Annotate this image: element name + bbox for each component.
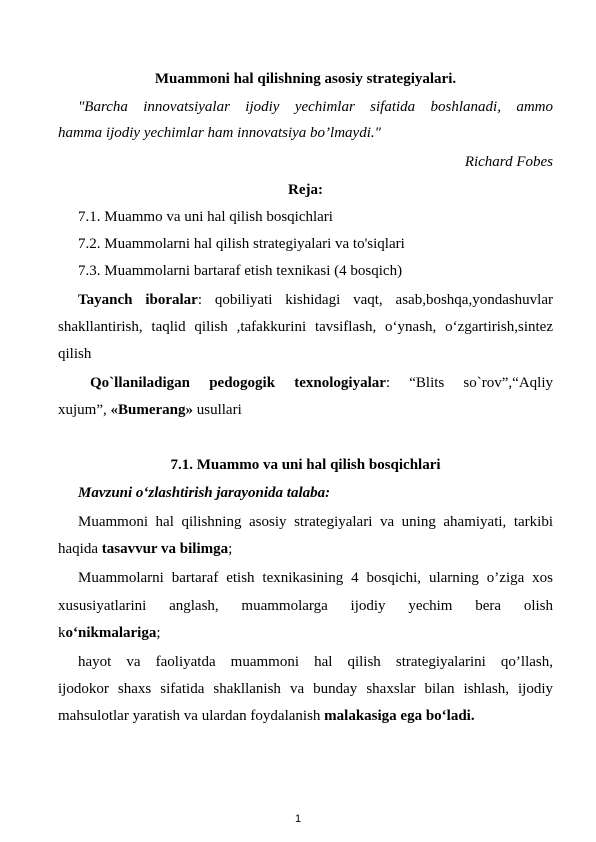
epigraph-line-2: hamma ijodiy yechimlar ham innovatsiya bo’lmaydi." [58, 125, 381, 141]
page-number: 1 [294, 813, 302, 825]
objective-2-line-3: ko‘nikmalariga; [58, 625, 161, 641]
epigraph-author: Richard Fobes [464, 154, 553, 170]
epigraph-line-1: "Barcha innovatsiyalar ijodiy yechimlar sifatida boshlanadi, ammo [78, 99, 553, 115]
objective-1-line-2: haqida tasavvur va bilimga; [58, 541, 233, 557]
technologies-line-1: Qo`llaniladigan pedogogik texnologiyalar: “Blits so`rov”,“Aqliy [90, 375, 553, 391]
key-phrases-line-2: shakllantirish, taqlid qilish ,tafakkurini tavsiflash, o‘ynash, o‘zgartirish,sintez [58, 319, 553, 335]
objective-2-line-2: xususiyatlarini anglash, muammolarga ijodiy yechim bera olish [58, 598, 553, 614]
key-phrases-line-1: Tayanch iboralar: qobiliyati kishidagi vaqt, asab,boshqa,yondashuvlar [78, 292, 554, 308]
technologies-label: Qo`llaniladigan pedogogik texnologiyalar [90, 375, 386, 391]
plan-item-2: 7.2. Muammolarni hal qilish strategiyalari va to'siqlari [78, 236, 405, 252]
section-heading: 7.1. Muammo va uni hal qilish bosqichlari [170, 457, 441, 473]
objective-3-line-2: ijodokor shaxs sifatida shakllanish va bunday shaxslar bilan ishlash, ijodiy [58, 681, 553, 697]
objective-3-line-3: mahsulotlar yaratish va ulardan foydalanish malakasiga ega bo‘ladi. [58, 708, 475, 724]
plan-heading: Reja: [288, 182, 323, 198]
section-subheading: Mavzuni o‘zlashtirish jarayonida talaba: [78, 485, 331, 501]
objective-2-line-1: Muammolarni bartaraf etish texnikasining 4 bosqichi, ularning o’ziga xos [78, 570, 553, 586]
key-phrases-label: Tayanch iboralar [78, 292, 198, 308]
technologies-line-2: xujum”, «Bumerang» usullari [58, 402, 242, 418]
plan-item-3: 7.3. Muammolarni bartaraf etish texnikasi (4 bosqich) [78, 263, 403, 279]
plan-item-1: 7.1. Muammo va uni hal qilish bosqichlari [78, 209, 333, 225]
objective-1-line-1: Muammoni hal qilishning asosiy strategiyalari va uning ahamiyati, tarkibi [78, 514, 553, 530]
objective-3-line-1: hayot va faoliyatda muammoni hal qilish strategiyalarini qo’llash, [78, 654, 553, 670]
key-phrases-line-3: qilish [58, 346, 92, 362]
page-title: Muammoni hal qilishning asosiy strategiyalari. [154, 71, 457, 87]
